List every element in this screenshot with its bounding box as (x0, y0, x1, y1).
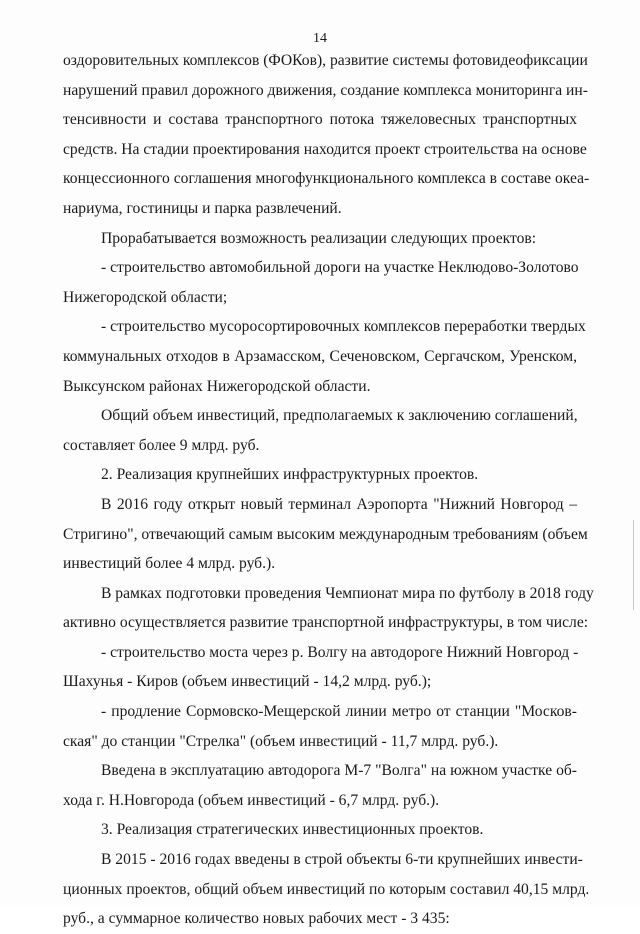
text-line: ская" до станции "Стрелка" (объем инвестиций - 11,7 млрд. руб.). (63, 732, 499, 750)
text-line: - продление Сормовско-Мещерской линии метро от станции "Москов- (101, 703, 577, 721)
text-line: руб., а суммарное количество новых рабочих мест - 3 435: (63, 910, 450, 928)
text-line: оздоровительных комплексов (ФОКов), развитие системы фотовидеофиксации (63, 52, 588, 69)
text-line: коммунальных отходов в Арзамасском, Сеченовском, Сергачском, Уренском, (63, 347, 577, 365)
text-line: Стригино", отвечающий самым высоким международным требованиям (объем (63, 525, 588, 543)
page-number: 14 (313, 31, 327, 46)
text-line: В 2015 - 2016 годах введены в строй объекты 6-ти крупнейших инвести- (101, 851, 583, 869)
text-line: средств. На стадии проектирования находится проект строительства на основе (63, 140, 587, 158)
text-line: нарушений правил дорожного движения, создание комплекса мониторинга ин- (63, 81, 588, 99)
text-line: В 2016 году открыт новый терминал Аэропорта "Нижний Новгород – (101, 495, 577, 513)
text-line: Выксунском районах Нижегородской области. (63, 377, 371, 395)
text-line: активно осуществляется развитие транспортной инфраструктуры, в том числе: (63, 614, 589, 632)
text-line: нариума, гостиницы и парка развлечений. (63, 199, 342, 217)
text-line: В рамках подготовки проведения Чемпионат мира по футболу в 2018 году (101, 584, 594, 602)
text-line: ционных проектов, общий объем инвестиций по которым составил 40,15 млрд. (63, 880, 590, 898)
text-line: Прорабатывается возможность реализации следующих проектов: (101, 229, 537, 247)
text-line: 2. Реализация крупнейших инфраструктурных проектов. (101, 466, 479, 484)
text-line: Нижегородской области; (63, 288, 228, 306)
text-line: 3. Реализация стратегических инвестиционных проектов. (101, 821, 484, 839)
text-line: составляет более 9 млрд. руб. (63, 436, 260, 454)
body-text (63, 46, 594, 934)
text-line: тенсивности и состава транспортного потока тяжеловесных транспортных (63, 111, 577, 129)
text-line: Введена в эксплуатацию автодорога М-7 "Волга" на южном участке об- (101, 762, 577, 780)
text-line: Шахунья - Киров (объем инвестиций - 14,2 млрд. руб.); (63, 673, 432, 691)
text-line: - строительство моста через р. Волгу на автодороге Нижний Новгород - (101, 643, 579, 661)
scan-artifact-line (633, 520, 634, 610)
text-line: Общий объем инвестиций, предполагаемых к заключению соглашений, (101, 407, 578, 425)
text-line: - строительство автомобильной дороги на участке Неклюдово-Золотово (101, 259, 579, 277)
text-line: хода г. Н.Новгорода (объем инвестиций - 6,7 млрд. руб.). (63, 791, 440, 809)
text-line: концессионного соглашения многофункционального комплекса в составе океа- (63, 170, 590, 188)
text-line: - строительство мусоросортировочных комплексов переработки твердых (101, 318, 586, 336)
text-line: инвестиций более 4 млрд. руб.). (63, 555, 276, 573)
